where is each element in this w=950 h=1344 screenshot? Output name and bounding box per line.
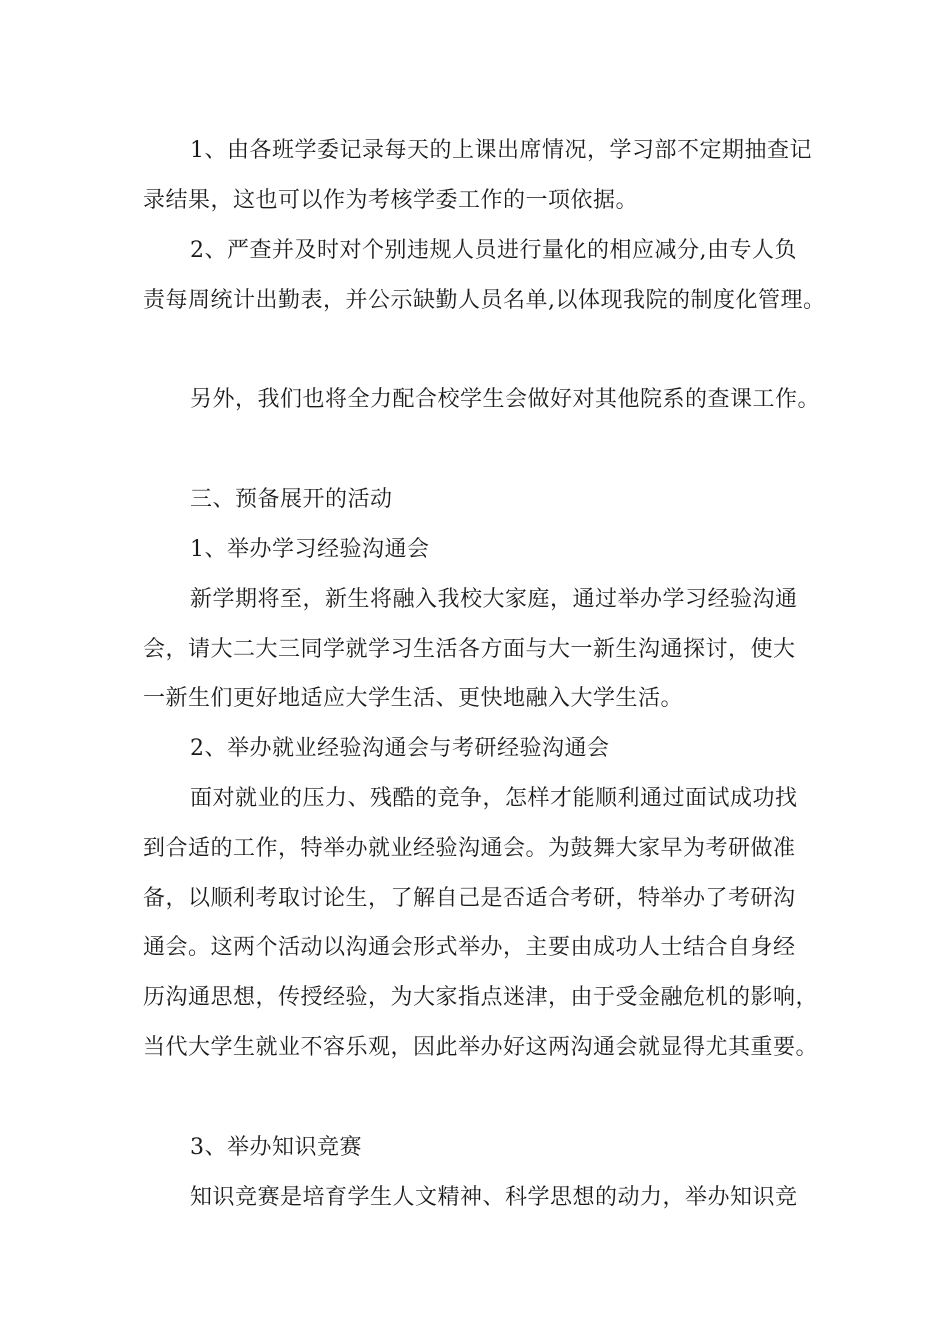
paragraph-5-line-2: 到合适的工作，特举办就业经验沟通会。为鼓舞大家早为考研做准 <box>143 836 796 861</box>
paragraph-5-line-5: 历沟通思想，传授经验，为大家指点迷津，由于受金融危机的影响， <box>143 985 819 1010</box>
paragraph-2-line-1: 2、严查并及时对个别违规人员进行量化的相应减分,由专人负 <box>190 238 797 263</box>
paragraph-5-line-6: 当代大学生就业不容乐观，因此举办好这两沟通会就显得尤其重要。 <box>143 1035 819 1060</box>
paragraph-5-line-4: 通会。这两个活动以沟通会形式举办，主要由成功人士结合自身经 <box>143 935 796 960</box>
item-3-heading: 3、举办知识竞赛 <box>190 1135 362 1160</box>
paragraph-1-line-1: 1、由各班学委记录每天的上课出席情况，学习部不定期抽查记 <box>190 138 812 163</box>
paragraph-6-line-1: 知识竞赛是培育学生人文精神、科学思想的动力，举办知识竞 <box>190 1185 798 1210</box>
paragraph-4-line-3: 一新生们更好地适应大学生活、更快地融入大学生活。 <box>143 686 684 711</box>
paragraph-5-line-3: 备，以顺利考取讨论生，了解自己是否适合考研，特举办了考研沟 <box>143 886 796 911</box>
paragraph-5-line-1: 面对就业的压力、残酷的竞争，怎样才能顺利通过面试成功找 <box>190 786 798 811</box>
item-2-heading: 2、举办就业经验沟通会与考研经验沟通会 <box>190 736 610 761</box>
paragraph-1-line-2: 录结果，这也可以作为考核学委工作的一项依据。 <box>143 188 639 213</box>
item-1-heading: 1、举办学习经验沟通会 <box>190 537 430 562</box>
paragraph-3-line-1: 另外，我们也将全力配合校学生会做好对其他院系的查课工作。 <box>190 387 821 412</box>
paragraph-2-line-2: 责每周统计出勤表，并公示缺勤人员名单,以体现我院的制度化管理。 <box>143 288 826 313</box>
section-3-heading: 三、预备展开的活动 <box>190 487 393 512</box>
paragraph-4-line-1: 新学期将至，新生将融入我校大家庭，通过举办学习经验沟通 <box>190 587 798 612</box>
paragraph-4-line-2: 会，请大二大三同学就学习生活各方面与大一新生沟通探讨，使大 <box>143 637 796 662</box>
